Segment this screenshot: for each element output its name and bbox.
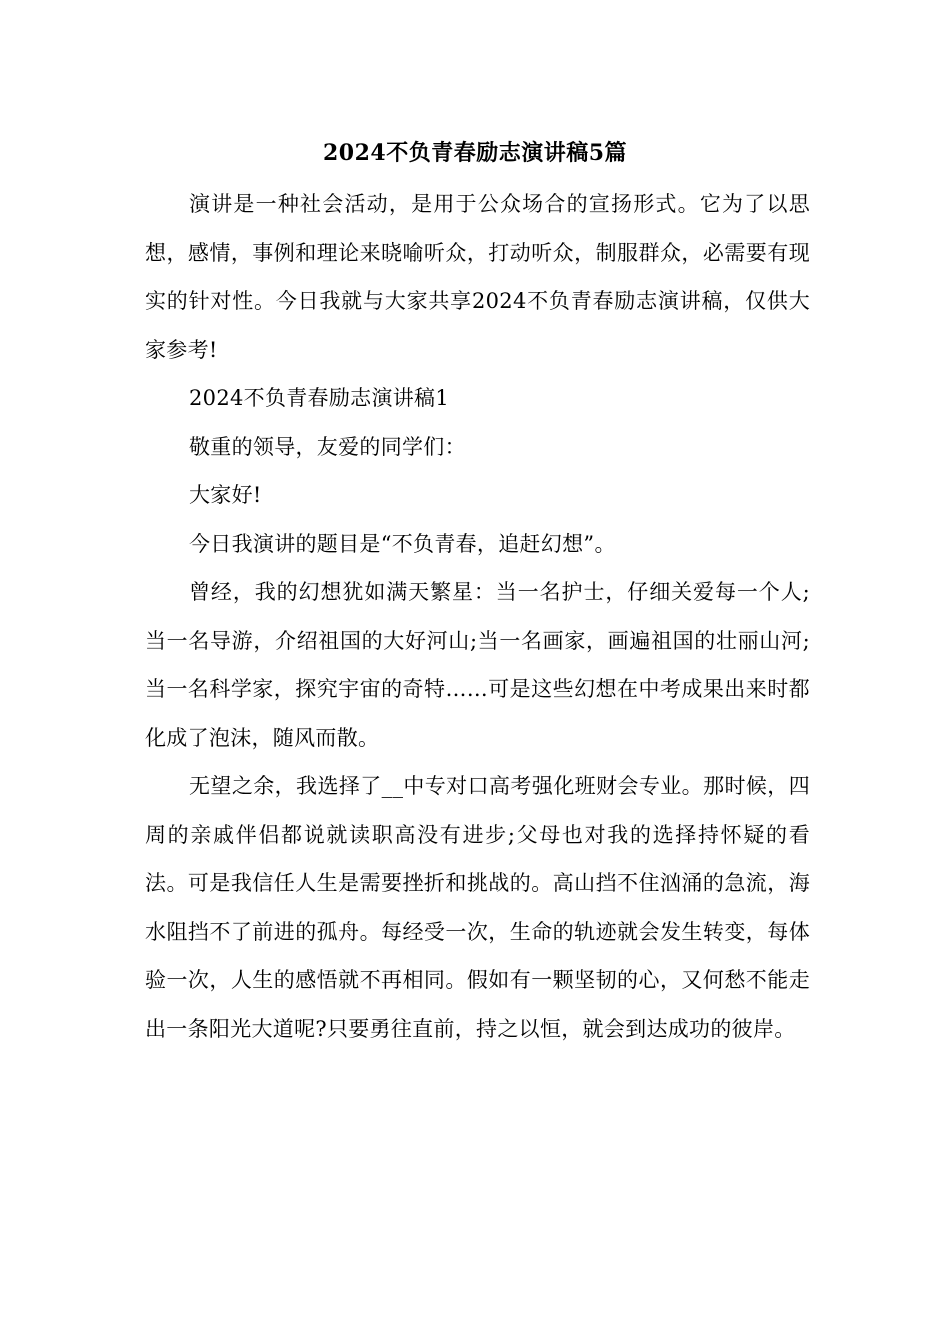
document-body [145,180,810,1053]
document-title: 2024不负青春励志演讲稿5篇 [322,140,628,166]
salutation: 敬重的领导，友爱的同学们： [189,434,466,459]
choice-paragraph: 无望之余，我选择了__中专对口高考强化班财会专业。那时候，四周的亲戚伴侣都说就读职高没有进步;父母也对我的选择持怀疑的看法。可是我信任人生是需要挫折和挑战的。高山挡不住汹涌的急流，海水阻挡不了前进的孤舟。每经受一次，生命的轨迹就会发生转变，每体验一次，人生的感悟就不再相同。假如有一颗坚韧的心，又何愁不能走出一条阳光大道呢?只要勇往直前，持之以恒，就会到达成功的彼岸。 [145,774,810,1041]
section-heading: 2024不负青春励志演讲稿1 [189,386,450,410]
greeting: 大家好! [189,483,262,507]
dream-paragraph: 曾经，我的幻想犹如满天繁星：当一名护士，仔细关爱每一个人;当一名导游，介绍祖国的大好河山;当一名画家，画遍祖国的壮丽山河;当一名科学家，探究宇宙的奇特……可是这些幻想在中考成果出来时都化成了泡沫，随风而散。 [145,580,810,750]
speech-topic: 今日我演讲的题目是“不负青春，追赶幻想”。 [189,531,616,556]
intro-paragraph: 演讲是一种社会活动，是用于公众场合的宣扬形式。它为了以思想，感情，事例和理论来晓喻听众，打动听众，制服群众，必需要有现实的针对性。今日我就与大家共享2024不负青春励志演讲稿，仅供大家参考! [145,192,810,362]
